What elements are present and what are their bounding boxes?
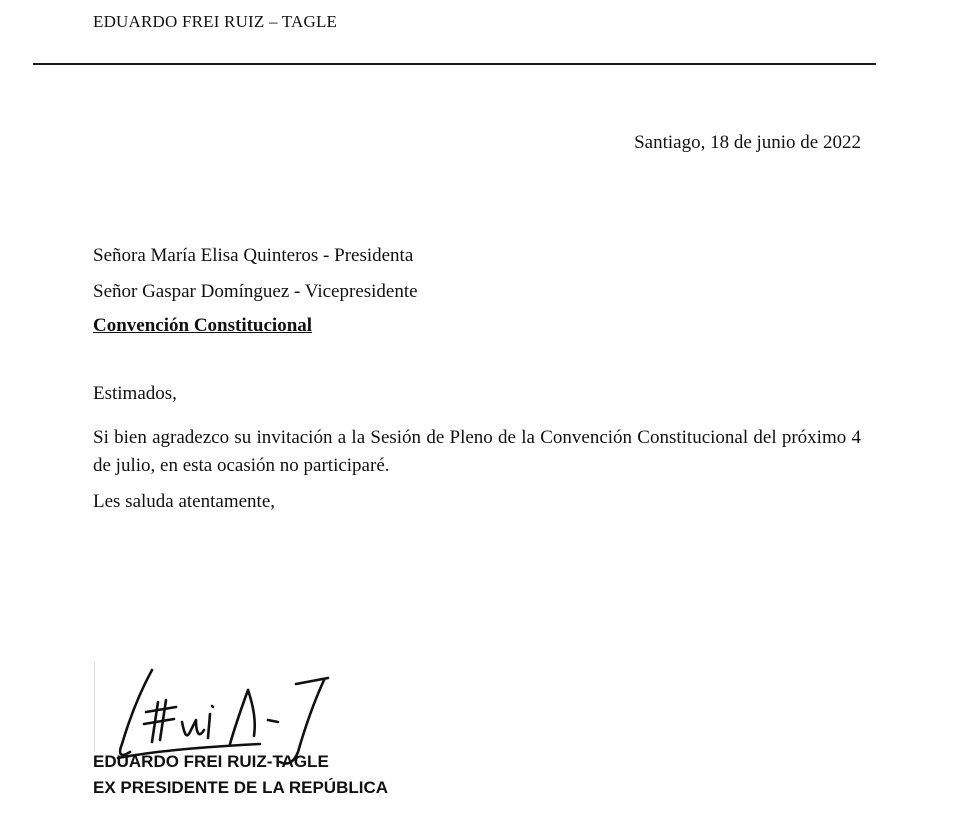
signature-scan-edge xyxy=(94,662,95,752)
greeting: Estimados, xyxy=(93,383,177,404)
closing: Les saluda atentamente, xyxy=(93,491,276,512)
date-line: Santiago, 18 de junio de 2022 xyxy=(634,132,861,153)
organization-name: Convención Constitucional xyxy=(93,315,313,336)
recipient-president: Señora María Elisa Quinteros - Presidenta xyxy=(93,245,414,266)
recipient-vicepresident: Señor Gaspar Domínguez - Vicepresidente xyxy=(93,281,418,302)
letterhead-name: EDUARDO FREI RUIZ – TAGLE xyxy=(93,12,338,31)
body-paragraph: Si bien agradezco su invitación a la Sesión de Pleno de la Convención Constitucional del próximo 4 de julio, en esta ocasión no participaré. xyxy=(93,427,861,476)
signer-name: EDUARDO FREI RUIZ-TAGLE xyxy=(93,752,329,771)
header-rule xyxy=(33,63,876,65)
signer-title: EX PRESIDENTE DE LA REPÚBLICA xyxy=(93,778,389,797)
